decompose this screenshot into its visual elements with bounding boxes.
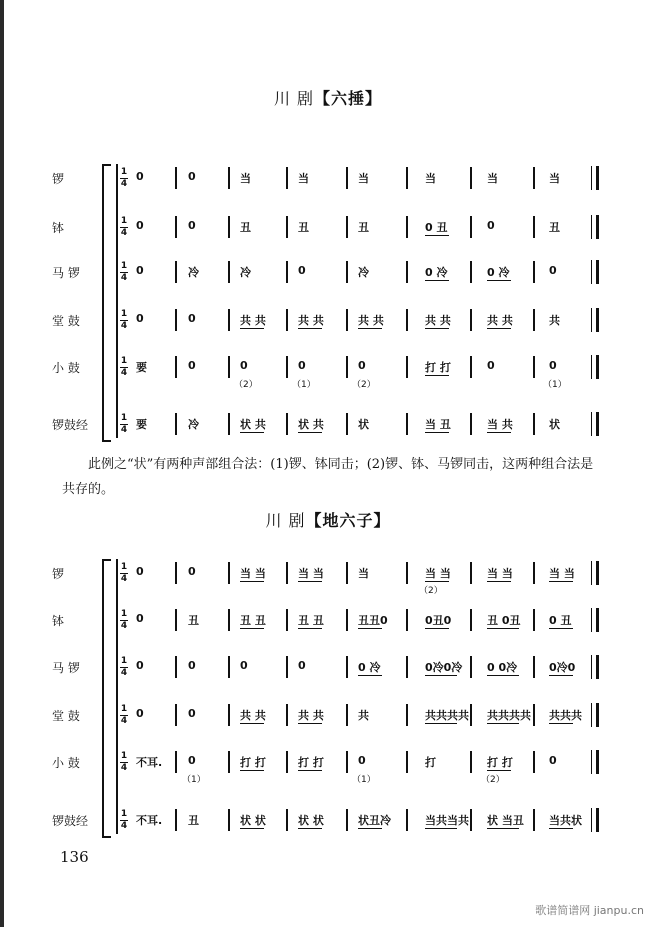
barline xyxy=(228,609,230,631)
beat-underline xyxy=(298,828,322,829)
barline xyxy=(286,704,288,726)
beat-annotation: （1） xyxy=(543,380,567,390)
title-diliuzi-prefix: 川 剧 xyxy=(265,511,306,530)
instrument-label: 钵 xyxy=(52,221,65,235)
beat-underline xyxy=(487,628,519,629)
beat-cell: 共共共共 xyxy=(487,709,531,722)
beat-cell: 0 xyxy=(188,219,196,232)
beat-underline xyxy=(358,628,382,629)
beat-cell: 共 共 xyxy=(298,709,324,722)
barline xyxy=(228,704,230,726)
final-barline xyxy=(591,808,599,832)
beat-annotation: （2） xyxy=(352,380,376,390)
beat-cell: 0 xyxy=(188,565,196,578)
beat-cell: 状丑冷 xyxy=(358,814,391,827)
time-signature xyxy=(120,810,128,831)
beat-cell: 状 当丑 xyxy=(487,814,524,827)
barline xyxy=(406,562,408,584)
beat-cell: 0 xyxy=(549,264,557,277)
beat-cell: 当 xyxy=(298,172,309,185)
barline xyxy=(470,704,472,726)
beat-underline xyxy=(298,770,322,771)
barline xyxy=(346,751,348,773)
barline xyxy=(346,656,348,678)
barline xyxy=(470,751,472,773)
beat-cell: 打 打 xyxy=(240,756,266,769)
barline xyxy=(175,809,177,831)
beat-cell: 当 当 xyxy=(425,567,451,580)
time-sig-numerator: 1 xyxy=(120,656,128,666)
pickup-note: 不耳. xyxy=(136,814,163,827)
final-barline xyxy=(591,561,599,585)
barline xyxy=(346,609,348,631)
beat-underline xyxy=(240,581,264,582)
time-sig-denominator: 4 xyxy=(120,821,128,831)
beat-cell: 当共当共 xyxy=(425,814,469,827)
beat-cell: 0 丑 xyxy=(549,614,572,627)
barline xyxy=(406,704,408,726)
beat-cell: 0丑0 xyxy=(425,614,452,627)
beat-annotation: （1） xyxy=(352,775,376,785)
barline xyxy=(470,609,472,631)
beat-cell: 0冷0冷 xyxy=(425,661,463,674)
barline xyxy=(533,751,535,773)
instrument-label: 马 锣 xyxy=(52,266,80,280)
final-barline xyxy=(591,750,599,774)
time-sig-denominator: 4 xyxy=(120,368,128,378)
title-liuchui-name: 【六捶】 xyxy=(314,89,383,108)
barline xyxy=(533,656,535,678)
pickup-note: 0 xyxy=(136,659,144,672)
beat-cell: 0 冷 xyxy=(425,266,448,279)
beat-cell: 0 xyxy=(188,312,196,325)
beat-underline xyxy=(240,770,264,771)
beat-cell: 0 xyxy=(188,359,196,372)
beat-underline xyxy=(487,581,511,582)
beat-annotation: （2） xyxy=(234,380,258,390)
time-sig-denominator: 4 xyxy=(120,228,128,238)
pickup-note: 0 xyxy=(136,565,144,578)
beat-cell: 当 xyxy=(358,172,369,185)
pickup-note: 0 xyxy=(136,219,144,232)
instrument-label: 小 鼓 xyxy=(52,756,80,770)
beat-annotation: （1） xyxy=(182,775,206,785)
pickup-note: 0 xyxy=(136,612,144,625)
beat-cell: 当 xyxy=(240,172,251,185)
beat-cell: 0 xyxy=(298,659,306,672)
barline xyxy=(406,751,408,773)
time-signature xyxy=(120,705,128,726)
beat-cell: 共 共 xyxy=(240,709,266,722)
pickup-note: 要 xyxy=(136,418,147,431)
score-left-bar xyxy=(116,559,118,834)
beat-cell: 冷 xyxy=(188,418,199,431)
time-sig-denominator: 4 xyxy=(120,425,128,435)
pickup-note: 0 xyxy=(136,264,144,277)
time-sig-denominator: 4 xyxy=(120,321,128,331)
barline xyxy=(175,609,177,631)
beat-underline xyxy=(298,581,322,582)
barline xyxy=(175,656,177,678)
time-sig-denominator: 4 xyxy=(120,668,128,678)
beat-cell: 当 xyxy=(549,172,560,185)
beat-annotation: （1） xyxy=(292,380,316,390)
beat-cell: 0 0冷 xyxy=(487,661,518,674)
beat-cell: 当 xyxy=(358,567,369,580)
instrument-label: 堂 鼓 xyxy=(52,709,80,723)
beat-cell: 冷 xyxy=(240,266,251,279)
beat-cell: 0 冷 xyxy=(358,661,381,674)
beat-underline xyxy=(549,675,573,676)
barline xyxy=(533,704,535,726)
beat-cell: 丑 xyxy=(188,814,199,827)
beat-cell: 冷 xyxy=(188,266,199,279)
final-barline xyxy=(591,608,599,632)
barline xyxy=(406,609,408,631)
beat-cell: 0 xyxy=(188,170,196,183)
beat-cell: 0 xyxy=(188,707,196,720)
time-sig-denominator: 4 xyxy=(120,574,128,584)
time-sig-denominator: 4 xyxy=(120,179,128,189)
beat-underline xyxy=(487,675,519,676)
beat-cell: 0 冷 xyxy=(487,266,510,279)
beat-cell: 状 xyxy=(358,418,369,431)
final-barline xyxy=(591,703,599,727)
beat-underline xyxy=(549,723,573,724)
pickup-note: 0 xyxy=(136,170,144,183)
beat-underline xyxy=(425,581,449,582)
final-barline xyxy=(591,655,599,679)
beat-cell: 当 当 xyxy=(487,567,513,580)
beat-underline xyxy=(549,581,573,582)
barline xyxy=(286,656,288,678)
beat-cell: 丑 丑 xyxy=(240,614,266,627)
time-sig-denominator: 4 xyxy=(120,716,128,726)
time-sig-numerator: 1 xyxy=(120,356,128,366)
barline xyxy=(175,751,177,773)
instrument-label: 堂 鼓 xyxy=(52,314,80,328)
barline xyxy=(175,562,177,584)
beat-cell: 丑 0丑 xyxy=(487,614,521,627)
beat-cell: 共 xyxy=(549,314,560,327)
time-signature xyxy=(120,610,128,631)
time-sig-numerator: 1 xyxy=(120,562,128,572)
beat-cell: 状 共 xyxy=(298,418,324,431)
instrument-label: 小 鼓 xyxy=(52,361,80,375)
beat-underline xyxy=(298,628,322,629)
beat-annotation: （2） xyxy=(481,775,505,785)
barline xyxy=(286,609,288,631)
beat-cell: 0 xyxy=(298,264,306,277)
beat-cell: 当 当 xyxy=(240,567,266,580)
instrument-label: 锣鼓经 xyxy=(52,418,89,432)
barline xyxy=(228,809,230,831)
barline xyxy=(286,562,288,584)
barline xyxy=(228,562,230,584)
beat-cell: 状 状 xyxy=(240,814,266,827)
beat-cell: 丑 xyxy=(358,221,369,234)
pickup-note: 0 xyxy=(136,312,144,325)
time-sig-numerator: 1 xyxy=(120,261,128,271)
beat-underline xyxy=(425,723,457,724)
beat-underline xyxy=(425,675,457,676)
barline xyxy=(286,809,288,831)
beat-underline xyxy=(358,828,382,829)
beat-cell: 状 共 xyxy=(240,418,266,431)
time-sig-numerator: 1 xyxy=(120,167,128,177)
beat-cell: 当 当 xyxy=(298,567,324,580)
beat-cell: 当 xyxy=(425,172,436,185)
beat-cell: 丑 xyxy=(240,221,251,234)
beat-cell: 丑 丑 xyxy=(298,614,324,627)
time-sig-numerator: 1 xyxy=(120,704,128,714)
beat-cell: 共 共 xyxy=(487,314,513,327)
barline xyxy=(406,809,408,831)
beat-underline xyxy=(358,675,382,676)
time-sig-numerator: 1 xyxy=(120,809,128,819)
beat-cell: 当 丑 xyxy=(425,418,451,431)
time-sig-numerator: 1 xyxy=(120,413,128,423)
beat-underline xyxy=(487,770,511,771)
time-signature xyxy=(120,563,128,584)
beat-cell: 当 当 xyxy=(549,567,575,580)
beat-cell: 打 打 xyxy=(487,756,513,769)
score-brace xyxy=(102,559,111,838)
time-sig-numerator: 1 xyxy=(120,309,128,319)
beat-underline xyxy=(425,628,449,629)
beat-cell: 0 xyxy=(358,754,366,767)
barline xyxy=(533,562,535,584)
beat-underline xyxy=(240,828,264,829)
beat-cell: 打 打 xyxy=(298,756,324,769)
instrument-label: 锣鼓经 xyxy=(52,814,89,828)
barline xyxy=(533,809,535,831)
watermark: 歌谱简谱网 jianpu.cn xyxy=(535,904,644,917)
time-sig-denominator: 4 xyxy=(120,763,128,773)
beat-cell: 打 打 xyxy=(425,361,451,374)
time-sig-denominator: 4 xyxy=(120,621,128,631)
beat-cell: 共 共 xyxy=(425,314,451,327)
beat-cell: 0 xyxy=(240,659,248,672)
title-liuchui-prefix: 川 剧 xyxy=(273,89,315,108)
barline xyxy=(533,609,535,631)
beat-cell: 0 xyxy=(298,359,306,372)
beat-cell: 冷 xyxy=(358,266,369,279)
instrument-label: 钵 xyxy=(52,614,65,628)
time-sig-denominator: 4 xyxy=(120,273,128,283)
beat-cell: 共 共 xyxy=(298,314,324,327)
beat-cell: 0 xyxy=(549,754,557,767)
beat-annotation: （2） xyxy=(419,586,443,596)
beat-cell: 0 xyxy=(240,359,248,372)
barline xyxy=(406,656,408,678)
beat-cell: 当 xyxy=(487,172,498,185)
explanation-paragraph: 此例之“状”有两种声部组合法：(1)锣、钵同击；(2)锣、钵、马锣同击，这两种组合法是共存的。 xyxy=(62,457,594,497)
beat-cell: 0 xyxy=(188,754,196,767)
beat-cell: 0 丑 xyxy=(425,221,448,234)
beat-cell: 0 xyxy=(358,359,366,372)
time-sig-numerator: 1 xyxy=(120,751,128,761)
beat-cell: 丑 xyxy=(298,221,309,234)
beat-underline xyxy=(549,628,573,629)
beat-cell: 当 共 xyxy=(487,418,513,431)
time-signature xyxy=(120,657,128,678)
beat-underline xyxy=(487,723,519,724)
beat-cell: 共共共共 xyxy=(425,709,469,722)
beat-cell: 共 共 xyxy=(240,314,266,327)
instrument-label: 马 锣 xyxy=(52,661,80,675)
barline xyxy=(470,656,472,678)
page-number: 136 xyxy=(60,848,89,866)
beat-underline xyxy=(487,828,519,829)
barline xyxy=(175,704,177,726)
beat-cell: 共共共 xyxy=(549,709,582,722)
title-diliuzi-name: 【地六子】 xyxy=(305,511,391,530)
time-sig-numerator: 1 xyxy=(120,609,128,619)
beat-underline xyxy=(549,828,573,829)
time-sig-numerator: 1 xyxy=(120,216,128,226)
beat-cell: 共 共 xyxy=(358,314,384,327)
beat-cell: 0冷0 xyxy=(549,661,576,674)
beat-underline xyxy=(425,828,457,829)
beat-underline xyxy=(298,723,322,724)
barline xyxy=(346,562,348,584)
barline xyxy=(228,751,230,773)
beat-cell: 当共状 xyxy=(549,814,582,827)
beat-cell: 共 xyxy=(358,709,369,722)
instrument-label: 锣 xyxy=(52,172,65,186)
instrument-label: 锣 xyxy=(52,567,65,581)
beat-cell: 0 xyxy=(487,219,495,232)
beat-cell: 0 xyxy=(188,659,196,672)
barline xyxy=(286,751,288,773)
beat-cell: 丑 xyxy=(549,221,560,234)
beat-cell: 状 xyxy=(549,418,560,431)
pickup-note: 0 xyxy=(136,707,144,720)
beat-cell: 状 状 xyxy=(298,814,324,827)
barline xyxy=(228,656,230,678)
time-signature xyxy=(120,752,128,773)
beat-cell: 丑 xyxy=(188,614,199,627)
beat-underline xyxy=(240,723,264,724)
beat-underline xyxy=(240,628,264,629)
barline xyxy=(470,562,472,584)
barline xyxy=(470,809,472,831)
barline xyxy=(346,704,348,726)
pickup-note: 不耳. xyxy=(136,756,163,769)
barline xyxy=(346,809,348,831)
beat-cell: 0 xyxy=(487,359,495,372)
beat-cell: 打 xyxy=(425,756,436,769)
beat-cell: 丑丑0 xyxy=(358,614,388,627)
pickup-note: 要 xyxy=(136,361,147,374)
beat-cell: 0 xyxy=(549,359,557,372)
